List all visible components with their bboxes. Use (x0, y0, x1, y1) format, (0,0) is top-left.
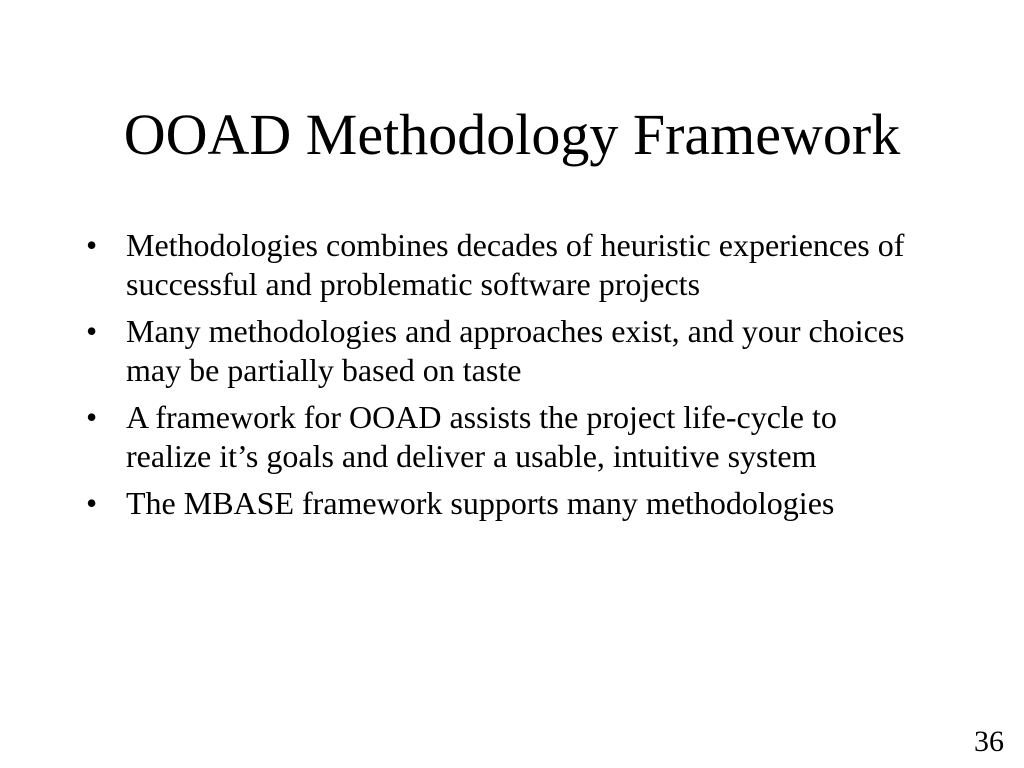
bullet-text: A framework for OOAD assists the project life-cycle to realize it’s goals and deliver a usable, intuitive system (126, 399, 837, 474)
slide-title: OOAD Methodology Framework (123, 102, 901, 167)
bullet-marker-icon: • (86, 399, 98, 435)
bullet-text: Methodologies combines decades of heuristic experiences of successful and problematic software projects (126, 227, 905, 302)
bullet-marker-icon: • (86, 227, 98, 263)
bullet-marker-icon: • (86, 313, 98, 349)
bullet-item-2 (86, 312, 906, 390)
bullet-text: The MBASE framework supports many methodologies (126, 485, 835, 521)
bullet-item-4 (86, 484, 906, 523)
bullet-item-1 (86, 226, 906, 304)
bullet-list (86, 226, 906, 531)
bullet-text: Many methodologies and approaches exist, and your choices may be partially based on taste (126, 313, 905, 388)
slide-number: 36 (974, 725, 1004, 758)
bullet-marker-icon: • (86, 485, 98, 521)
bullet-item-3 (86, 398, 906, 476)
